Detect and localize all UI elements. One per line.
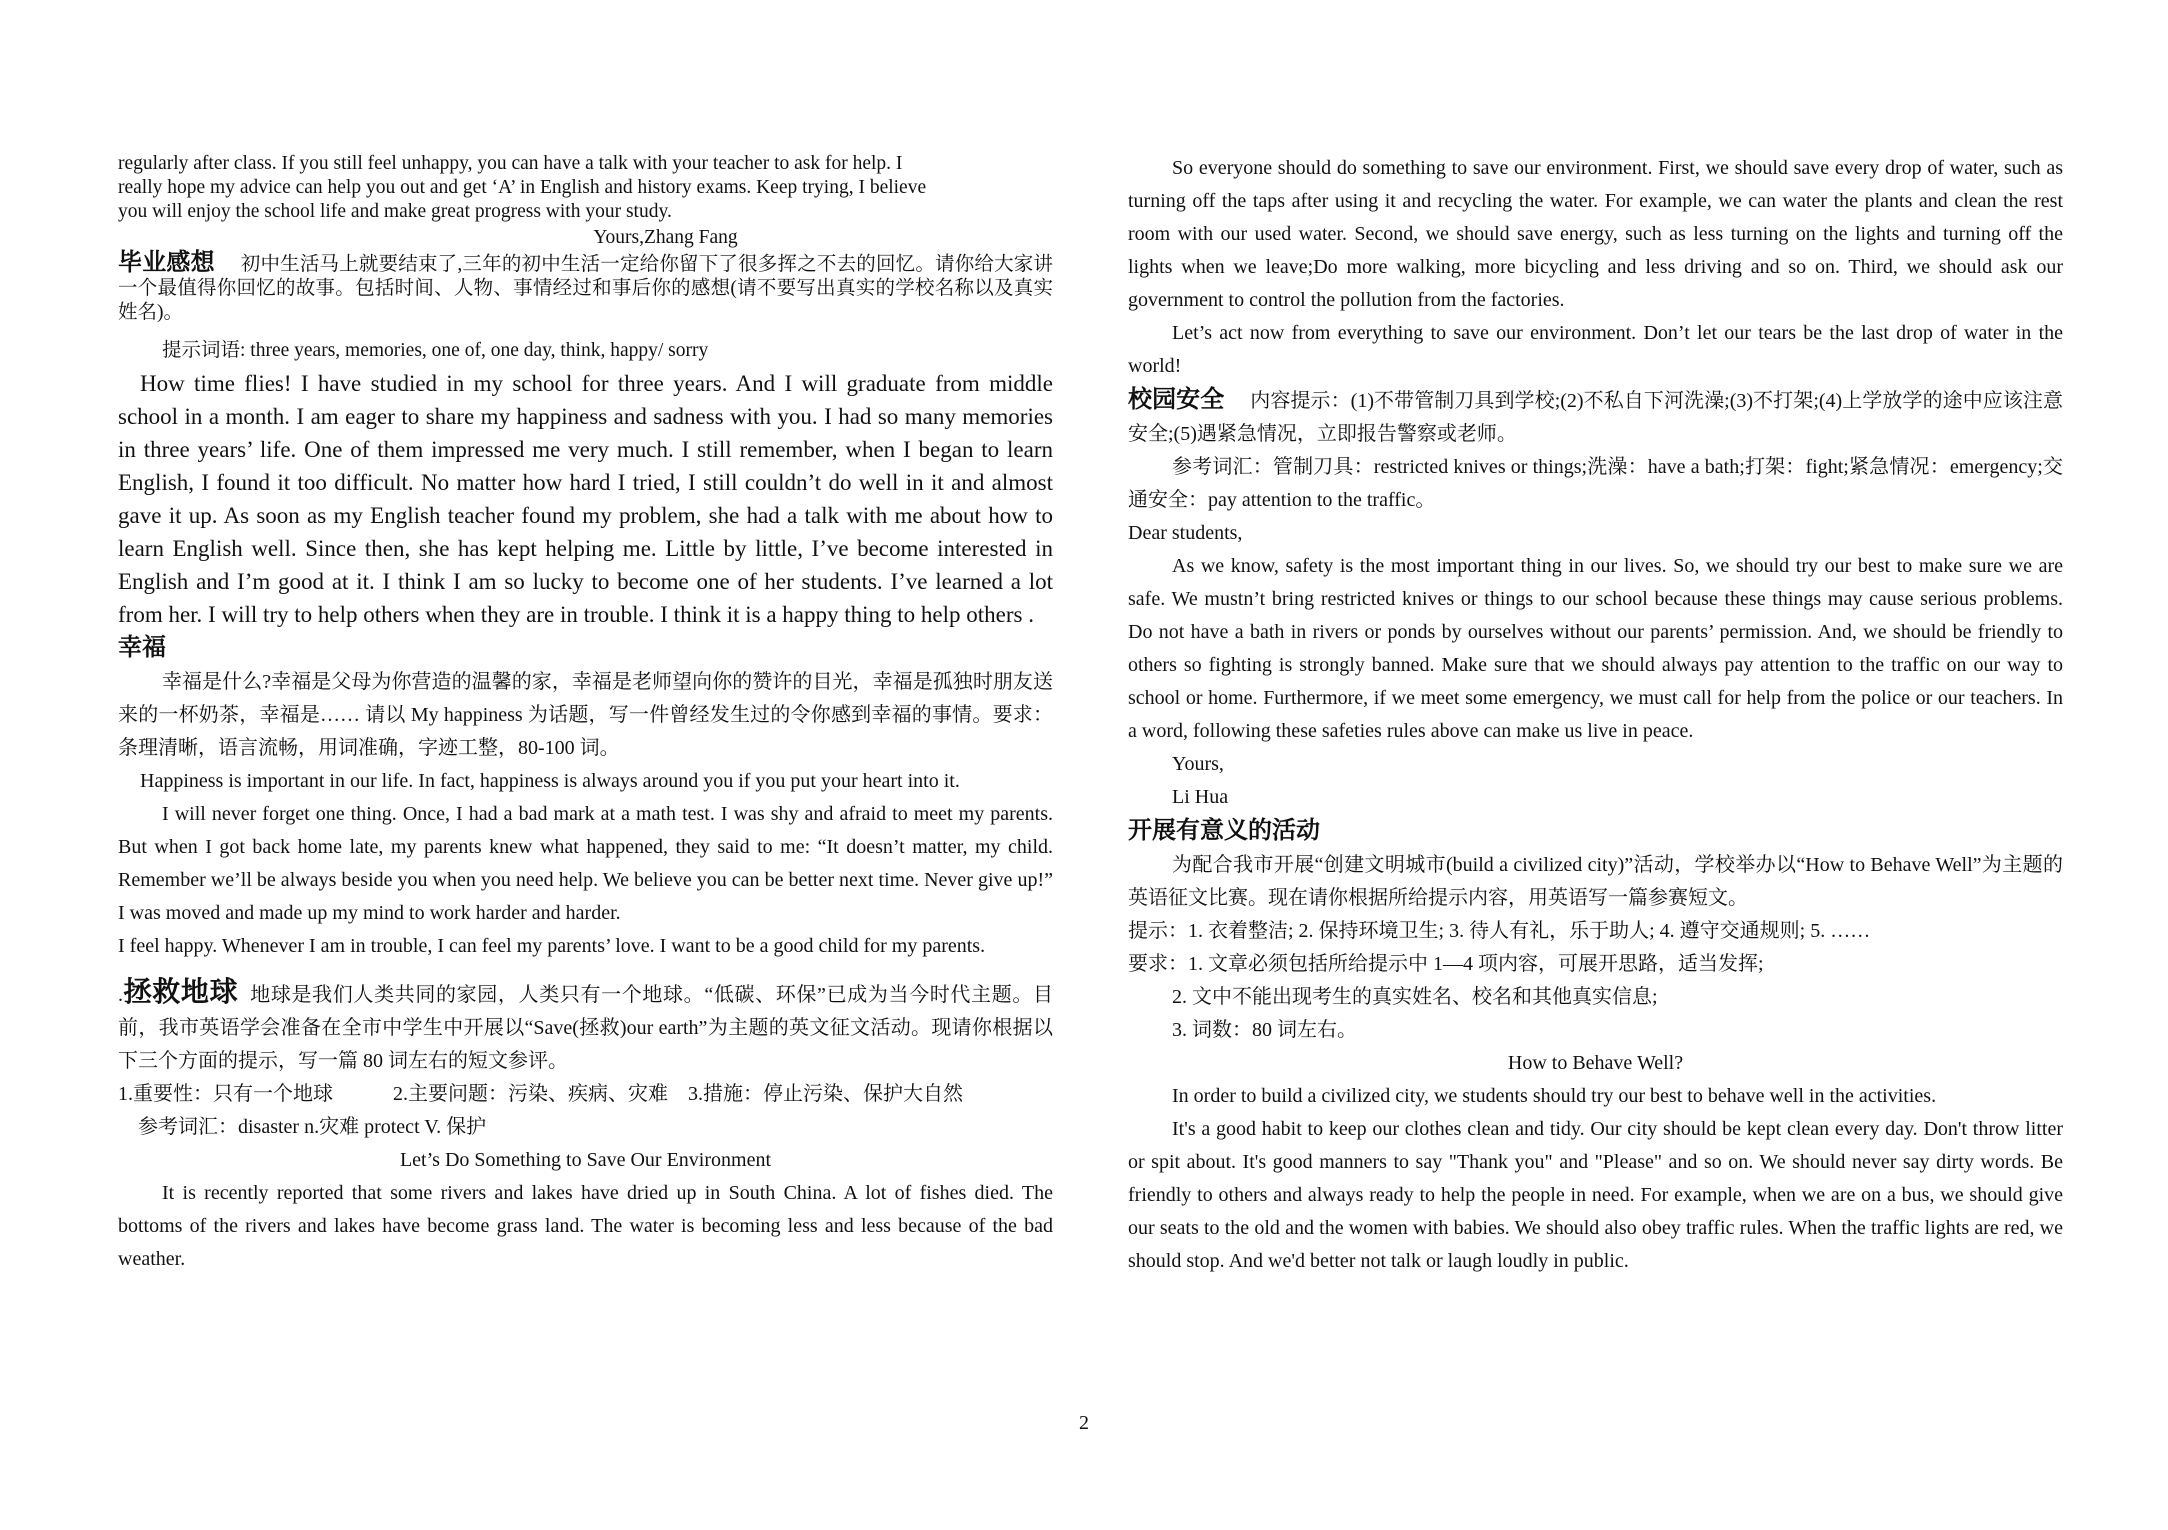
letter-closing: Yours,	[1172, 753, 1224, 775]
section-heading-line	[118, 631, 1053, 666]
prompt-text: 内容提示：(1)不带管制刀具到学校;(2)不私自下河洗澡;(3)不打架;(4)上学放学的途中应该注意安全;(5)遇紧急情况，立即报告警察或老师。	[1128, 390, 2064, 445]
letter-line: regularly after class. If you still feel unhappy, you can have a talk with your teacher to ask for help. I	[118, 153, 903, 174]
section-campus-safety	[1128, 383, 2063, 814]
essay-paragraph: It's a good habit to keep our clothes clean and tidy. Our city should be kept clean every day. Don't throw litter or spit about. It's good manners to say "Thank you" and "Please" and so on. We should never say dirty words. Be friendly to others and always ready to help the people in need. For example, when we are on a bus, we should give our seats to the old and the women with babies. We should also obey traffic rules. When the traffic lights are red, we should stop. And we'd better not talk or laugh loudly in public.	[1128, 1118, 2063, 1272]
section-meaningful-activities	[1128, 814, 2063, 1278]
letter-signature: Yours,Zhang Fang	[593, 227, 738, 248]
section-heading: 幸福	[118, 633, 166, 661]
prompt-tips: 提示：1. 衣着整洁; 2. 保持环境卫生; 3. 待人有礼，乐于助人; 4. 遵守交通规则; 5. ……	[1128, 920, 1871, 942]
essay-paragraph: So everyone should do something to save our environment. First, we should save every drop of water, such as turning off the taps after using it and recycling the water. For example, we can water the plants and clean the rest room with our used water. Second, we should save energy, such as less turning on the lights and turning off the lights when we leave;Do more walking, more bicycling and less driving and so on. Third, we should ask our government to control the pollution from the factories.	[1128, 157, 2063, 311]
prompt-vocab: 参考词汇：disaster n.灾难 protect V. 保护	[138, 1116, 487, 1138]
section-prompt	[118, 250, 1053, 325]
essay-paragraph: I will never forget one thing. Once, I had a bad mark at a math test. I was shy and afraid to meet my parents. But when I got back home late, my parents knew what happened, they said to me: “It doesn’t matter, my child. Remember we’ll be always beside you when you need help. We believe you can be better next time. Never give up!” I was moved and made up my mind to work harder and harder.	[118, 803, 1053, 924]
essay-title: How to Behave Well?	[1507, 1052, 1684, 1074]
section-heading: 校园安全	[1128, 385, 1225, 413]
essay-paragraph: Let’s act now from everything to save our environment. Don’t let our tears be the last drop of water in the world!	[1128, 322, 2063, 377]
letter-line: really hope my advice can help you out and get ‘A’ in English and history exams. Keep trying, I believe	[118, 177, 927, 198]
section-save-earth	[118, 975, 1053, 1276]
prompt-points: 1.重要性：只有一个地球 2.主要问题：污染、疾病、灾难 3.措施：停止污染、保护大自然	[118, 1083, 963, 1105]
letter-signature: Li Hua	[1172, 786, 1229, 808]
letter-body: As we know, safety is the most important thing in our lives. So, we should try our best to make sure we are safe. We mustn’t bring restricted knives or things to our school because these things may cause serious problems. Do not have a bath in rivers or ponds by ourselves without our parents’ permission. And, we should be friendly to others so fighting is strongly banned. Make sure that we should always pay attention to the traffic on our way to school or home. Furthermore, if we meet some emergency, we must call for help from the police or our teachers. In a word, following these safeties rules above can make us live in peace.	[1128, 555, 2063, 742]
letter-line: you will enjoy the school life and make great progress with your study.	[118, 201, 672, 222]
essay-text: How time flies! I have studied in my school for three years. And I will graduate from middle school in a month. I am eager to share my happiness and sadness with you. I had so many memories in three years’ life. One of them impressed me very much. I still remember, when I began to learn English, I found it too difficult. No matter how hard I tried, I still couldn’t do well in it and almost gave it up. As soon as my English teacher found my problem, she had a talk with me about how to learn English well. Since then, she has kept helping me. Little by little, I’ve become interested in English and I’m good at it. I think I am so lucky to become one of her students. I’ve learned a lot from her. I will try to help others when they are in trouble. I think it is a happy thing to help others .	[118, 371, 1053, 627]
section-prompt: 为配合我市开展“创建文明城市(build a civilized city)”活动，学校举办以“How to Behave Well”为主题的英语征文比赛。现在请你根据所给提示内容，用英语写一篇参赛短文。	[1128, 854, 2063, 909]
section-prompt	[1128, 383, 2063, 451]
section-happiness	[118, 631, 1053, 963]
section-heading: 开展有意义的活动	[1128, 816, 1320, 844]
page-number: 2	[1079, 1412, 1089, 1434]
section-heading: 拯救地球	[123, 975, 239, 1008]
letter-salutation: Dear students,	[1128, 522, 1243, 544]
section-prompt	[118, 975, 1053, 1078]
left-column	[118, 152, 1053, 1276]
section-graduation	[118, 250, 1053, 631]
section-heading-line	[1128, 814, 2063, 849]
prompt-requirement: 3. 词数：80 词左右。	[1172, 1019, 1357, 1041]
prompt-text: 地球是我们人类共同的家园，人类只有一个地球。“低碳、环保”已成为当今时代主题。目前，我市英语学会准备在全市中学生中开展以“Save(拯救)our earth”为主题的英文征文活动。现请你根据以下三个方面的提示，写一篇 80 词左右的短文参评。	[118, 984, 1053, 1072]
essay-paragraph: Happiness is important in our life. In fact, happiness is always around you if you put your heart into it.	[140, 770, 960, 792]
prompt-vocab: 参考词汇：管制刀具：restricted knives or things;洗澡：have a bath;打架：fight;紧急情况：emergency;交通安全：pay attention to the traffic。	[1128, 456, 2063, 511]
prompt-requirement: 2. 文中不能出现考生的真实姓名、校名和其他真实信息;	[1172, 986, 1658, 1008]
essay-paragraph: In order to build a civilized city, we students should try our best to behave well in the activities.	[1172, 1085, 1937, 1107]
right-column	[1128, 152, 2063, 1278]
heading-prefix: .	[118, 984, 123, 1006]
hint-words: 提示词语: three years, memories, one of, one day, think, happy/ sorry	[162, 340, 709, 361]
essay-paragraph: I feel happy. Whenever I am in trouble, I can feel my parents’ love. I want to be a good child for my parents.	[118, 935, 986, 957]
prompt-text: 初中生活马上就要结束了,三年的初中生活一定给你留下了很多挥之不去的回忆。请你给大家讲一个最值得你回忆的故事。包括时间、人物、事情经过和事后你的感想(请不要写出真实的学校名称以及真实姓名)。	[118, 254, 1053, 323]
section-prompt: 幸福是什么?幸福是父母为你营造的温馨的家，幸福是老师望向你的赞许的目光，幸福是孤独时朋友送来的一杯奶茶，幸福是…… 请以 My happiness 为话题，写一件曾经发生过的令你感到幸福的事情。要求：条理清晰，语言流畅，用词准确，字迹工整，80-100 词。	[118, 671, 1053, 759]
essay-paragraph: It is recently reported that some rivers and lakes have dried up in South China. A lot of fishes died. The bottoms of the rivers and lakes have become grass land. The water is becoming less and less because of the bad weather.	[118, 1182, 1053, 1270]
section-heading: 毕业感想	[118, 248, 215, 276]
section-save-earth-continued	[1128, 152, 2063, 383]
prompt-requirement: 要求：1. 文章必须包括所给提示中 1—4 项内容，可展开思路，适当发挥;	[1128, 953, 1764, 975]
essay-title: Let’s Do Something to Save Our Environment	[399, 1149, 772, 1171]
